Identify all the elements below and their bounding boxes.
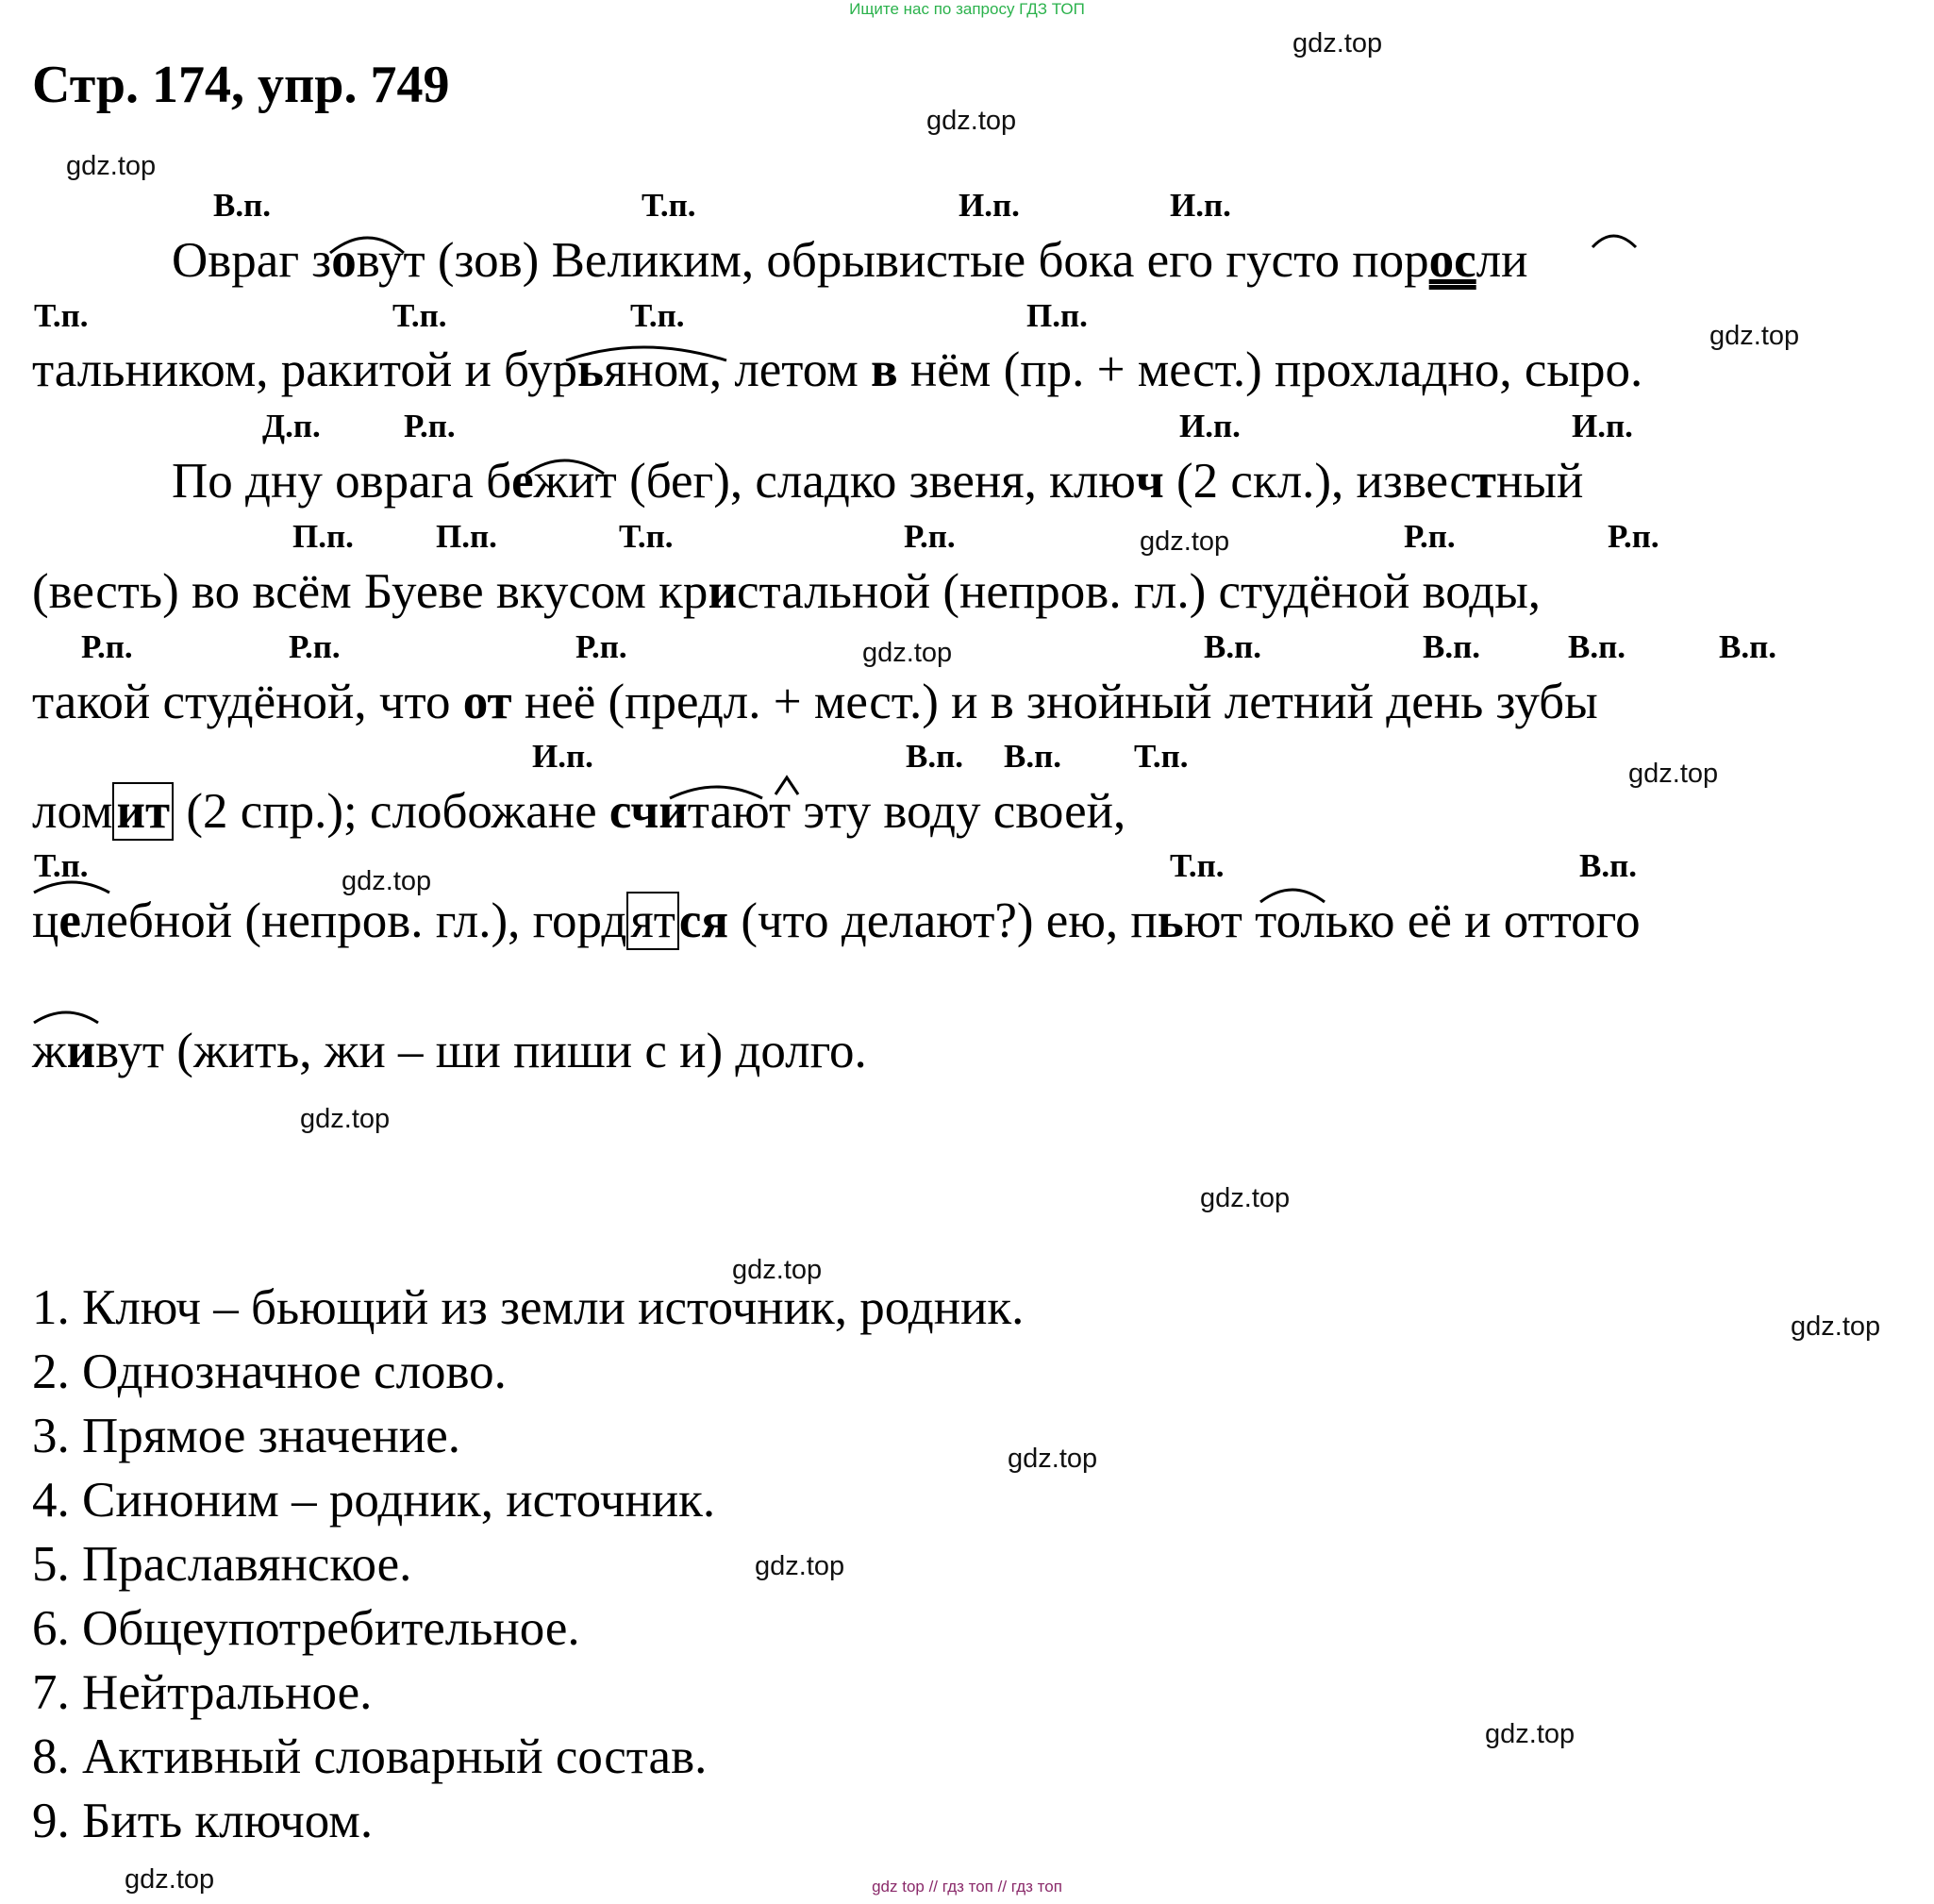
watermark: gdz.top [755,1551,845,1581]
case-label: П.п. [436,518,497,555]
case-label: В.п. [1579,847,1638,884]
case-label: П.п. [292,518,354,555]
case-label: В.п. [1204,628,1262,665]
list-item: 4. Синоним – родник, источник. [32,1473,716,1528]
case-label: Т.п. [34,847,89,884]
watermark: gdz.top [732,1255,823,1285]
text-line-6: ломит (2 спр.); слобожане считают эту воду своей, [32,784,1126,839]
watermark: gdz.top [862,638,953,668]
text-line-4: (весть) во всём Буеве вкусом кристальной (непров. гл.) студёной воды, [32,564,1542,619]
watermark: gdz.top [926,106,1017,136]
watermark: gdz.top [1140,526,1230,557]
watermark: gdz.top [1791,1311,1881,1342]
watermark: gdz.top [300,1104,391,1134]
case-label: Р.п. [1608,518,1659,555]
case-label: И.п. [1170,187,1231,224]
case-label: Р.п. [575,628,627,665]
watermark: gdz.top [1200,1183,1291,1213]
footer-links: gdz top // гдз топ // гдз топ [872,1878,1062,1896]
root-arc [34,1012,98,1023]
list-item: 8. Активный словарный состав. [32,1729,708,1784]
list-item: 5. Праславянское. [32,1537,412,1592]
case-label: Т.п. [1134,738,1189,775]
list-item: 6. Общеупотребительное. [32,1601,580,1656]
list-item: 2. Однозначное слово. [32,1344,507,1399]
watermark: gdz.top [1008,1444,1098,1474]
case-label: Р.п. [289,628,341,665]
root-arc [1260,890,1325,902]
case-label: Т.п. [34,297,89,334]
watermark: gdz.top [342,866,432,896]
text-line-3: По дну оврага бежит (бег), сладко звеня, ключ (2 скл.), известный [172,454,1584,509]
case-label: Д.п. [262,408,321,444]
case-label: В.п. [1568,628,1626,665]
watermark: gdz.top [125,1864,215,1895]
suffix-mark [775,777,798,794]
text-line-8: живут (жить, жи – ши пиши с и) долго. [32,1024,867,1078]
root-arc [526,460,604,474]
text-line-2: тальником, ракитой и бурьяном, летом в нём (пр. + мест.) прохладно, сыро. [32,342,1643,397]
case-label: В.п. [1719,628,1777,665]
case-label: Т.п. [642,187,696,224]
text-line-5: такой студёной, что от неё (предл. + мест.) и в знойный летний день зубы [32,675,1598,729]
watermark: gdz.top [1709,321,1800,351]
case-label: И.п. [1179,408,1241,444]
case-label: Р.п. [1404,518,1456,555]
case-label: Т.п. [619,518,674,555]
case-label: Т.п. [630,297,685,334]
root-arc [566,347,726,360]
watermark: gdz.top [1628,759,1719,789]
case-label: Р.п. [904,518,956,555]
case-label: П.п. [1026,297,1088,334]
list-item: 7. Нейтральное. [32,1665,373,1720]
root-arc [1592,236,1636,247]
case-label: В.п. [1004,738,1062,775]
case-label: И.п. [1572,408,1633,444]
watermark: gdz.top [66,151,157,181]
list-item: 1. Ключ – бьющий из земли источник, родник. [32,1280,1025,1335]
case-label: В.п. [906,738,964,775]
case-label: Р.п. [404,408,456,444]
case-label: Р.п. [81,628,133,665]
root-arc [330,238,404,253]
case-label: И.п. [532,738,593,775]
text-line-7: целебной (непров. гл.), гордятся (что делают?) ею, пьют только её и оттого [32,894,1641,948]
watermark: gdz.top [1485,1719,1576,1749]
case-label: В.п. [213,187,272,224]
root-arc [34,882,109,893]
case-label: И.п. [959,187,1020,224]
case-label: В.п. [1423,628,1481,665]
page-title: Стр. 174, упр. 749 [32,56,450,114]
list-item: 9. Бить ключом. [32,1794,374,1848]
case-label: Т.п. [392,297,447,334]
list-item: 3. Прямое значение. [32,1409,460,1463]
text-line-1: Овраг зовут (зов) Великим, обрывистые бока его густо поросли [172,233,1528,288]
case-label: Т.п. [1170,847,1225,884]
top-banner: Ищите нас по запросу ГДЗ ТОП [849,0,1085,18]
watermark: gdz.top [1292,28,1383,58]
root-arc [670,787,762,798]
